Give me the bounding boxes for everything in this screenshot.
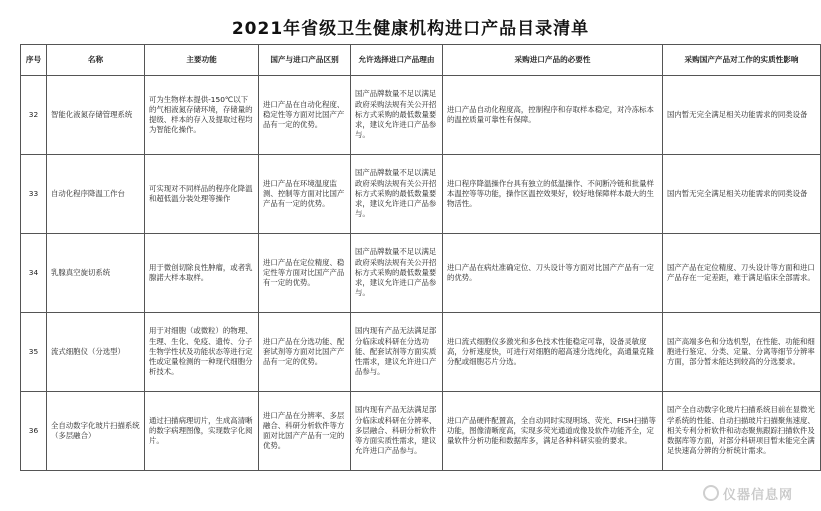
- table-row: [21, 392, 821, 471]
- domestic-import-difference: 进口产品在分辨率、多层融合、科研分析软件等方面对比国产产品有一定的优势。: [259, 392, 351, 471]
- row-number: 34: [21, 234, 47, 313]
- domestic-import-difference: 进口产品在分选功能、配套试剂等方面对比国产产品有一定的优势。: [259, 313, 351, 392]
- table-row: [21, 76, 821, 155]
- column-header: 序号: [21, 45, 47, 76]
- domestic-impact: 国内暂无完全满足相关功能需求的同类设备: [663, 155, 821, 234]
- import-reason: 国产品牌数量不足以满足政府采购法规有关公开招标方式采购的最低数量要求，建议允许进口产品参与。: [351, 76, 443, 155]
- watermark-text: 仪器信息网: [722, 488, 793, 503]
- watermark-logo-icon: [703, 485, 719, 501]
- column-header: 主要功能: [145, 45, 259, 76]
- domestic-impact: 国产全自动数字化玻片扫描系统目前在显微光学系统的性能、自动扫描玻片扫描聚焦速度、相关专利分析软件和动态聚焦跟踪扫描软件及数据库等方面，对部分科研项目暂未能完全满足快速高分辨的分析统计需求。: [663, 392, 821, 471]
- product-name: 乳腺真空旋切系统: [47, 234, 145, 313]
- import-necessity: 进口程序降温操作台具有独立的低温操作、不间断冷链和批量样本温控等等功能，操作区温控效果好，较好地保障样本最大的生物活性。: [443, 155, 663, 234]
- product-name: 流式细胞仪（分选型）: [47, 313, 145, 392]
- row-number: 36: [21, 392, 47, 471]
- import-reason: 国产品牌数量不足以满足政府采购法规有关公开招标方式采购的最低数量要求，建议允许进口产品参与。: [351, 234, 443, 313]
- main-function: 可实现对不同样品的程序化降温和超低温分装处理等操作: [145, 155, 259, 234]
- column-header: 国产与进口产品区别: [259, 45, 351, 76]
- product-name: 全自动数字化玻片扫描系统（多层融合）: [47, 392, 145, 471]
- import-reason: 国产品牌数量不足以满足政府采购法规有关公开招标方式采购的最低数量要求，建议允许进口产品参与。: [351, 155, 443, 234]
- import-necessity: 进口流式细胞仪多激光和多色技术性能稳定可靠，设备灵敏度高，分析速度快，可进行对细胞的超高速分选纯化，高通量克隆分配或细胞芯片分选。: [443, 313, 663, 392]
- page-title: 2021年省级卫生健康机构进口产品目录清单: [231, 19, 590, 39]
- table-header-row: [21, 45, 821, 76]
- main-function: 可为生物样本提供-150℃以下的气相液氮存储环境，存储量的提级、样本的存入及提取过程均为智能化操作。: [145, 76, 259, 155]
- row-number: 32: [21, 76, 47, 155]
- column-header: 允许选择进口产品理由: [351, 45, 443, 76]
- import-necessity: 进口产品自动化程度高，控制程序和存取样本稳定，对冷冻标本的温控质量可靠性有保障。: [443, 76, 663, 155]
- import-products-table: [20, 44, 821, 471]
- domestic-impact: 国内暂无完全满足相关功能需求的同类设备: [663, 76, 821, 155]
- domestic-impact: 国产高端多色和分选机型，在性能、功能和细胞进行鉴定、分类、定量、分离等细节分辨率方面，部分暂未能达到较高的分选要求。: [663, 313, 821, 392]
- product-name: 自动化程序降温工作台: [47, 155, 145, 234]
- main-function: 用于微创切除良性肿瘤，或者乳腺諾大样本取样。: [145, 234, 259, 313]
- domestic-import-difference: 进口产品在定位精度、稳定性等方面对比国产产品有一定的优势。: [259, 234, 351, 313]
- table-row: [21, 313, 821, 392]
- domestic-import-difference: 进口产品在自动化程度、稳定性等方面对比国产产品有一定的优势。: [259, 76, 351, 155]
- import-reason: 国内现有产品无法满足部分临床或科研在分辨率、多层融合、科研分析软件等方面实质性需求，建议允许进口产品参与。: [351, 392, 443, 471]
- column-header: 名称: [47, 45, 145, 76]
- import-reason: 国内现有产品无法满足部分临床或科研在分选功能、配套试剂等方面实质性需求，建议允许进口产品参与。: [351, 313, 443, 392]
- product-name: 智能化液氮存储管理系统: [47, 76, 145, 155]
- row-number: 35: [21, 313, 47, 392]
- domestic-impact: 国产产品在定位精度、刀头设计等方面和进口产品存在一定差距，难于满足临床全部需求。: [663, 234, 821, 313]
- watermark: [703, 484, 793, 503]
- table-row: [21, 155, 821, 234]
- import-necessity: 进口产品硬件配置高，全自动同时实现明场、荧光、FISH扫描等功能，图像清晰度高，实现多荧光通道成像及软件功能齐全，定量软件分析功能和数据库多，满足各种科研实验的要求。: [443, 392, 663, 471]
- domestic-import-difference: 进口产品在环境温度监测、控制等方面对比国产产品有一定的优势。: [259, 155, 351, 234]
- main-function: 通过扫描病理切片，生成高清晰的数字病理图像，实现数字化阅片。: [145, 392, 259, 471]
- main-function: 用于对细胞（或微粒）的物理、生理、生化、免疫、遗传、分子生物学性状及功能状态等进行定性或定量检测的一种现代细胞分析技术。: [145, 313, 259, 392]
- column-header: 采购国产产品对工作的实质性影响: [663, 45, 821, 76]
- column-header: 采购进口产品的必要性: [443, 45, 663, 76]
- table-row: [21, 234, 821, 313]
- import-necessity: 进口产品在病灶准确定位、刀头设计等方面对比国产产品有一定的优势。: [443, 234, 663, 313]
- row-number: 33: [21, 155, 47, 234]
